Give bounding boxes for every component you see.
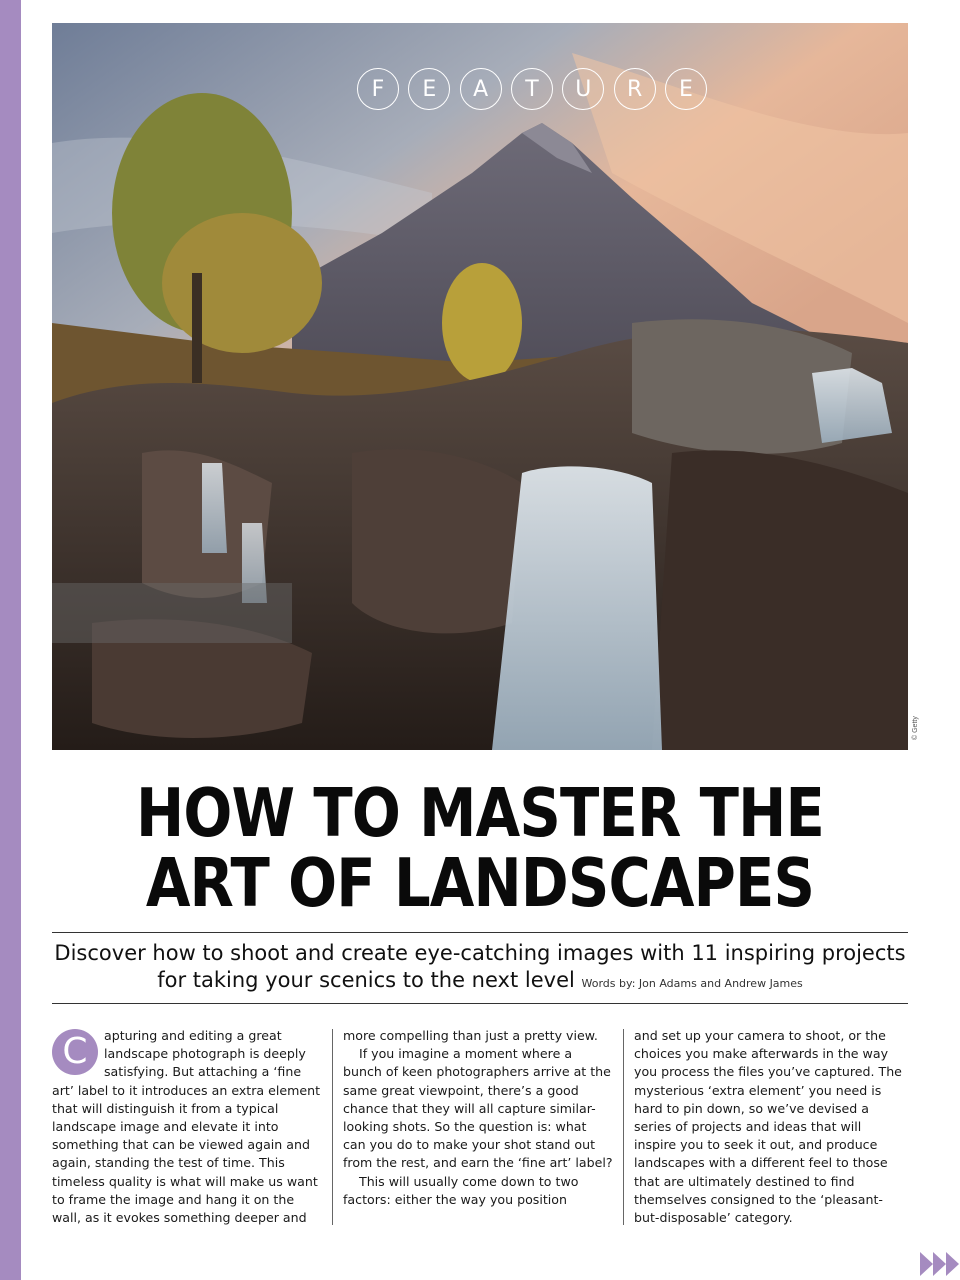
arrow-icon: [920, 1252, 933, 1276]
body-paragraph: more compelling than just a pretty view.: [343, 1028, 598, 1043]
body-paragraph: and set up your camera to shoot, or the choices you make afterwards in the way you process the files you’ve captured. The mysterious ‘extra element’ you need is hard to pin down, so we’ve devised a series of projects and ideas that will inspire you to seek it out, and produce landscapes with a different feel to those that are ultimately destined to find themselves consigned to the ‘pleasant-but-disposable’ category.: [634, 1028, 902, 1226]
landscape-illustration: [52, 23, 908, 750]
triple-arrow-right-icon[interactable]: [920, 1252, 959, 1276]
feature-letter: R: [614, 68, 656, 110]
feature-letter: A: [460, 68, 502, 110]
standfirst: [52, 940, 908, 997]
feature-label: [357, 68, 707, 112]
body-paragraph: If you imagine a moment where a bunch of keen photographers arrive at the same great viewpoint, there’s a good chance that they will all capture similar-looking shots. So the question is: what can you do to make your shot stand out from the rest, and earn the ‘fine art’ label?: [343, 1046, 613, 1171]
drop-cap: C: [52, 1029, 98, 1075]
rule-bottom: [52, 1003, 908, 1004]
hero-photo: [52, 23, 908, 750]
feature-letter: E: [665, 68, 707, 110]
body-column-2: [333, 1027, 623, 1227]
body-column-1: [52, 1027, 332, 1227]
feature-letter: U: [562, 68, 604, 110]
feature-letter: F: [357, 68, 399, 110]
arrow-icon: [933, 1252, 946, 1276]
body-column-3: [624, 1027, 904, 1227]
body-columns: [52, 1027, 908, 1227]
headline: [119, 774, 841, 922]
body-paragraph: This will usually come down to two factors: either the way you position: [343, 1173, 579, 1207]
photo-credit: © Getty: [912, 716, 919, 740]
rule-top: [52, 932, 908, 933]
feature-letter: E: [408, 68, 450, 110]
headline-line-2: ART OF LANDSCAPES: [145, 844, 815, 922]
side-accent-bar: [0, 0, 21, 1280]
byline: Words by: Jon Adams and Andrew James: [581, 977, 803, 990]
standfirst-text: Discover how to shoot and create eye-catching images with 11 inspiring projects for taking your scenics to the next level: [54, 941, 906, 992]
headline-line-1: HOW TO MASTER THE: [136, 774, 824, 852]
feature-letter: T: [511, 68, 553, 110]
body-paragraph: apturing and editing a great landscape photograph is deeply satisfying. But attaching a ‘fine art’ label to it introduces an extra element that will distinguish it from a typical landscape image and elevate it into something that can be viewed again and again, standing the test of time. This timeless quality is what will make us want to frame the image and hang it on the wall, as it evokes something deeper and: [52, 1028, 321, 1226]
arrow-icon: [946, 1252, 959, 1276]
